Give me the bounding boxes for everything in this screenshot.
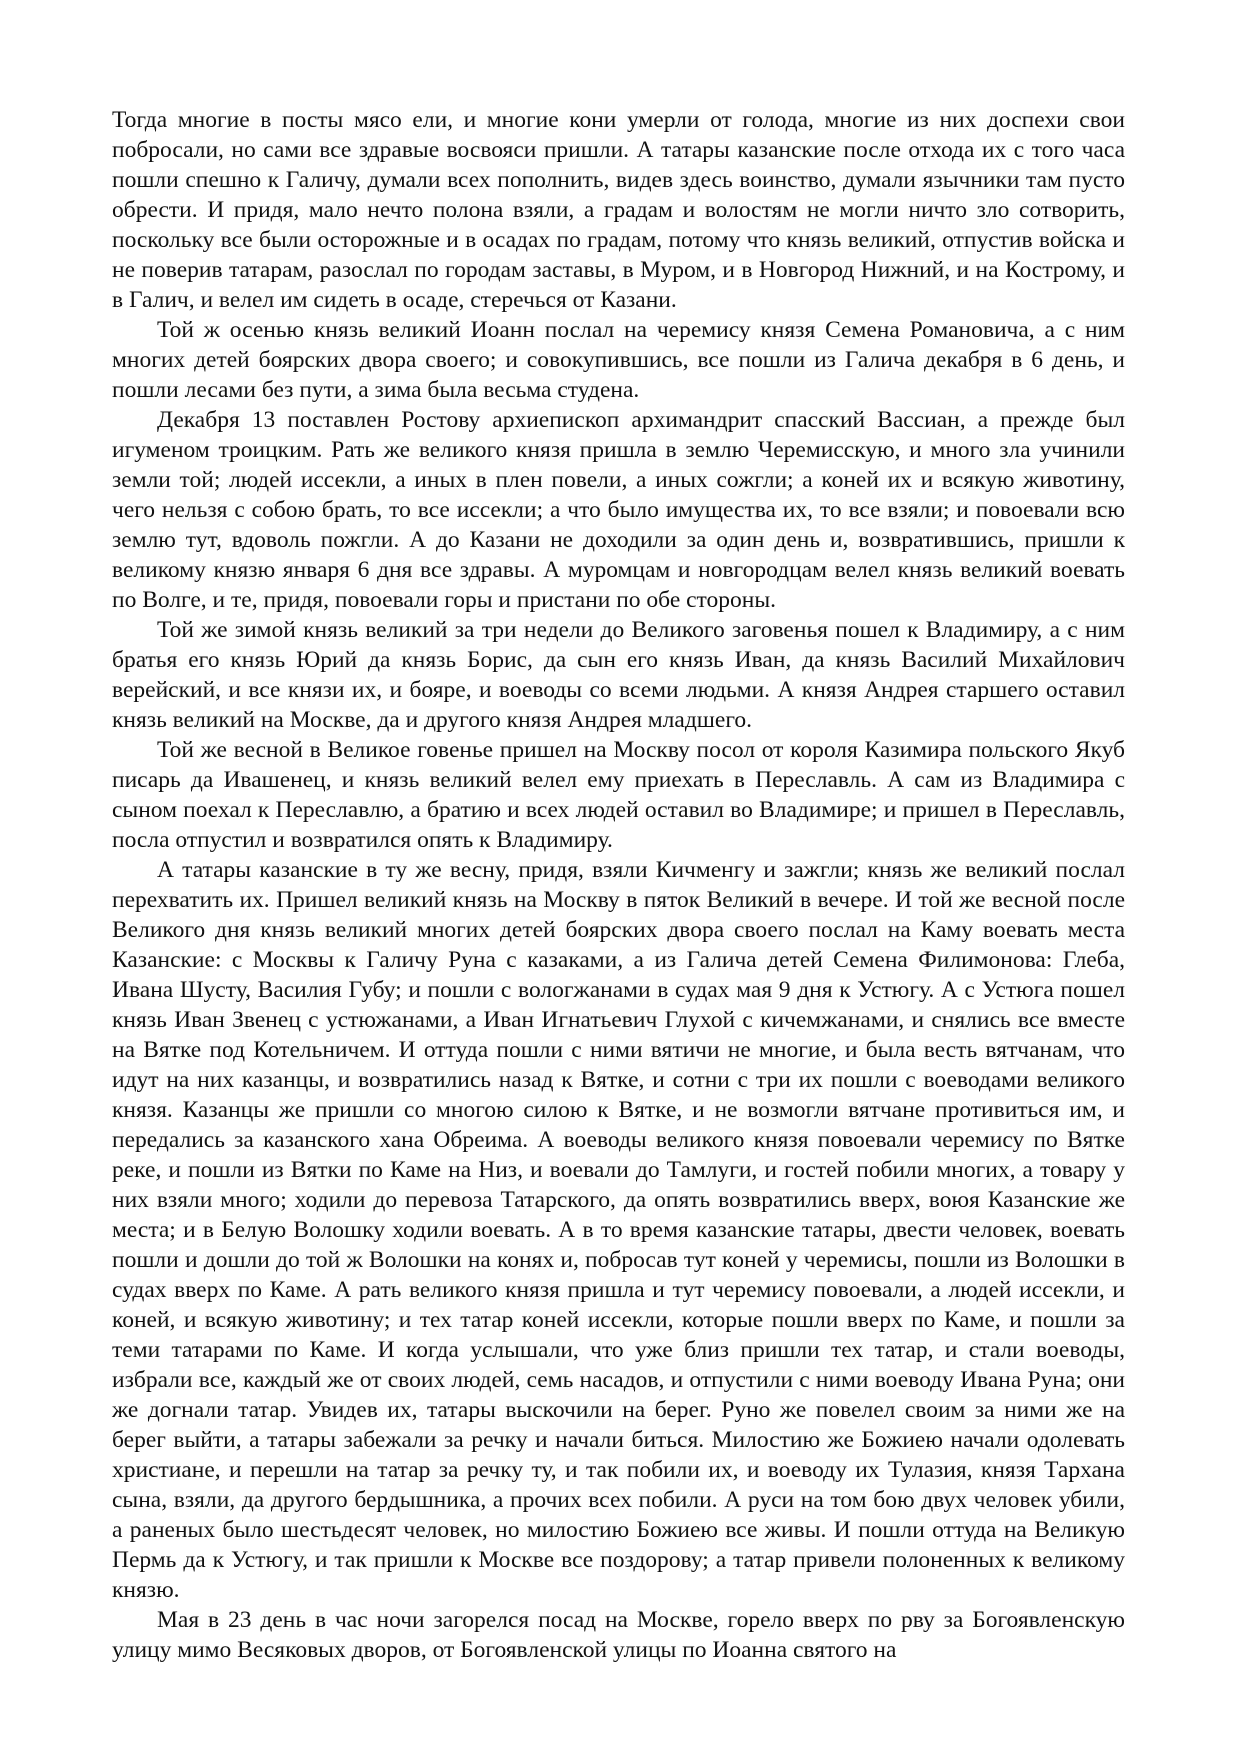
document-page bbox=[112, 105, 1125, 1665]
paragraph: Декабря 13 поставлен Ростову архиепископ архимандрит спасский Вассиан, а прежде был игуменом троицким. Рать же великого князя пришла в землю Черемисскую, и много зла учинили земли той; людей иссекли, а иных в плен повели, а иных сожгли; а коней их и всякую животину, чего нельзя с собою брать, то все иссекли; а что было имущества их, то все взяли; и повоевали всю землю тут, вдоволь пожгли. А до Казани не доходили за один день и, возвратившись, пришли к великому князю января 6 дня все здравы. А муромцам и новгородцам велел князь великий воевать по Волге, и те, придя, повоевали горы и пристани по обе стороны. bbox=[112, 407, 1125, 613]
paragraph: Той же весной в Великое говенье пришел на Москву посол от короля Казимира польского Якуб писарь да Ивашенец, и князь великий велел ему приехать в Переславль. А сам из Владимира с сыном поехал к Переславлю, а братию и всех людей оставил во Владимире; и пришел в Переславль, посла отпустил и возвратился опять к Владимиру. bbox=[112, 737, 1125, 853]
paragraph: Той же зимой князь великий за три недели до Великого заговенья пошел к Владимиру, а с ним братья его князь Юрий да князь Борис, да сын его князь Иван, да князь Василий Михайлович верейский, и все князи их, и бояре, и воеводы со всеми людьми. А князя Андрея старшего оставил князь великий на Москве, да и другого князя Андрея младшего. bbox=[112, 617, 1125, 733]
paragraph: Тогда многие в посты мясо ели, и многие кони умерли от голода, многие из них доспехи свои побросали, но сами все здравые восвояси пришли. А татары казанские после отхода их с того часа пошли спешно к Галичу, думали всех пополнить, видев здесь воинство, думали язычники там пусто обрести. И придя, мало нечто полона взяли, а градам и волостям не могли ничто зло сотворить, поскольку все были осторожные и в осадах по градам, потому что князь великий, отпустив войска и не поверив татарам, разослал по городам заставы, в Муром, и в Новгород Нижний, и на Кострому, и в Галич, и велел им сидеть в осаде, стеречься от Казани. bbox=[112, 107, 1125, 313]
paragraph: А татары казанские в ту же весну, придя, взяли Кичменгу и зажгли; князь же великий послал перехватить их. Пришел великий князь на Москву в пяток Великий в вечере. И той же весной после Великого дня князь великий многих детей боярских двора своего послал на Каму воевать места Казанские: с Москвы к Галичу Руна с казаками, а из Галича детей Семена Филимонова: Глеба, Ивана Шусту, Василия Губу; и пошли с вологжанами в судах мая 9 дня к Устюгу. А с Устюга пошел князь Иван Звенец с устюжанами, а Иван Игнатьевич Глухой с кичемжанами, и снялись все вместе на Вятке под Котельничем. И оттуда пошли с ними вятичи не многие, и была весть вятчанам, что идут на них казанцы, и возвратились назад к Вятке, и сотни с три их пошли с воеводами великого князя. Казанцы же пришли со многою силою к Вятке, и не возмогли вятчане противиться им, и передались за казанского хана Обреима. А воеводы великого князя повоевали черемису по Вятке реке, и пошли из Вятки по Каме на Низ, и воевали до Тамлуги, и гостей побили многих, а товару у них взяли много; ходили до перевоза Татарского, да опять возвратились вверх, воюя Казанские же места; и в Белую Волошку ходили воевать. А в то время казанские татары, двести человек, воевать пошли и дошли до той ж Волошки на конях и, побросав тут коней у черемисы, пошли из Волошки в судах вверх по Каме. А рать великого князя пришла и тут черемису повоевали, а людей иссекли, и коней, и всякую животину; и тех татар коней иссекли, которые пошли вверх по Каме, и пошли за теми татарами по Каме. И когда услышали, что уже близ пришли тех татар, и стали воеводы, избрали все, каждый же от своих людей, семь насадов, и отпустили с ними воеводу Ивана Руна; они же догнали татар. Увидев их, татары выскочили на берег. Руно же повелел своим за ними же на берег выйти, а татары забежали за речку и начали биться. Милостию же Божиею начали одолевать христиане, и перешли на татар за речку ту, и так побили их, и воеводу их Тулазия, князя Тархана сына, взяли, да другого бердышника, а прочих всех побили. А руси на том бою двух человек убили, а раненых было шестьдесят человек, но милостию Божиею все живы. И пошли оттуда на Великую Пермь да к Устюгу, и так пришли к Москве все поздорову; а татар привели полоненных к великому князю. bbox=[112, 857, 1125, 1603]
paragraph: Той ж осенью князь великий Иоанн послал на черемису князя Семена Романовича, а с ним многих детей боярских двора своего; и совокупившись, все пошли из Галича декабря в 6 день, и пошли лесами без пути, а зима была весьма студена. bbox=[112, 317, 1125, 403]
paragraph: Мая в 23 день в час ночи загорелся посад на Москве, горело вверх по рву за Богоявленскую улицу мимо Весяковых дворов, от Богоявленской улицы по Иоанна святого на bbox=[112, 1607, 1125, 1663]
